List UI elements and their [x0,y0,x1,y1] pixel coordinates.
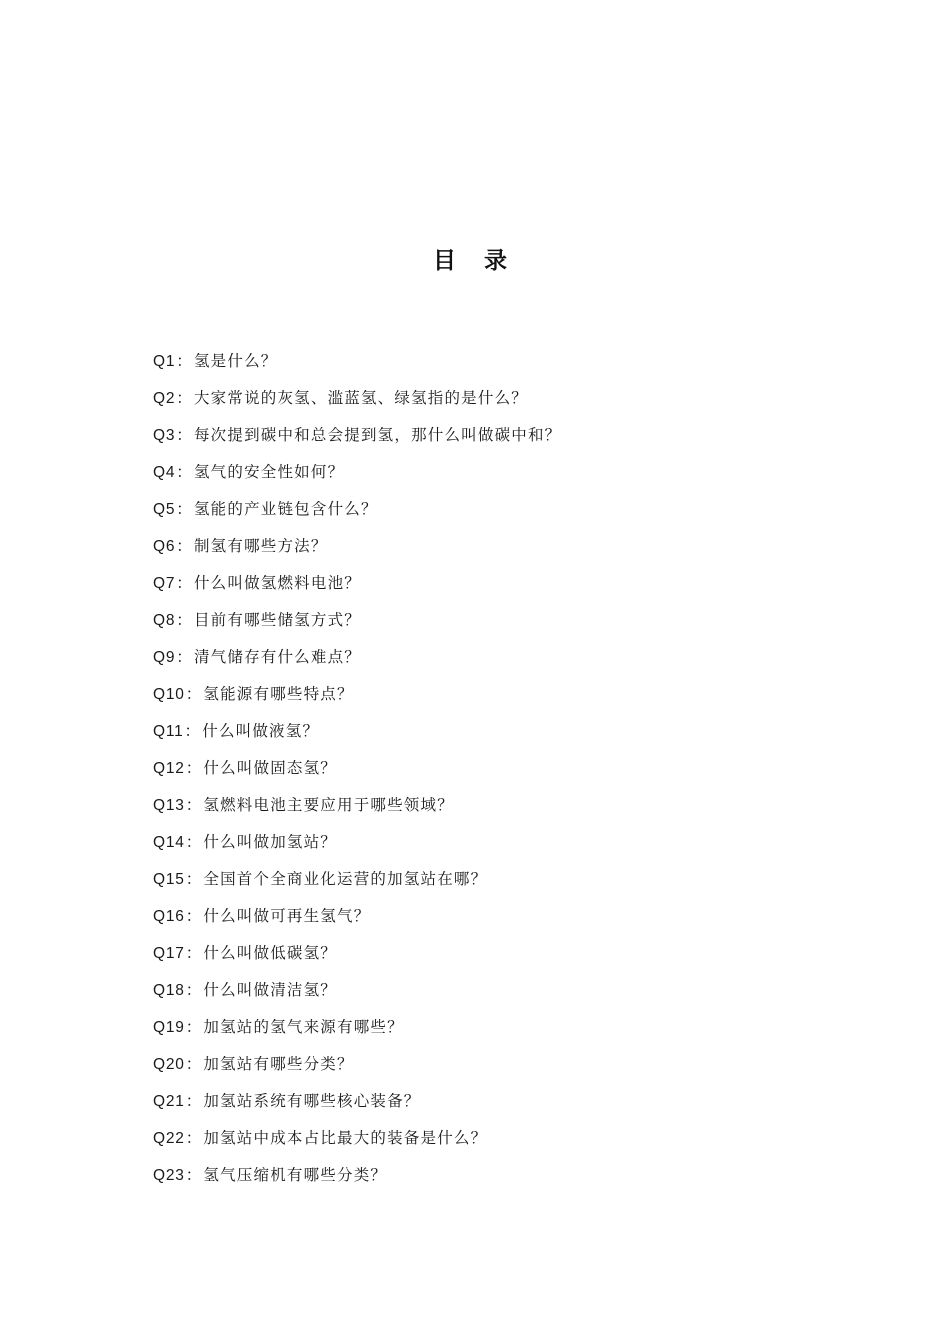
toc-item-text: 什么叫做液氢？ [202,722,320,740]
toc-item-separator: ： [185,833,203,851]
toc-item-text: 制氢有哪些方法？ [193,537,328,555]
toc-item-separator: ： [185,1166,203,1184]
toc-item-separator: ： [185,944,203,962]
toc-item-q17[interactable] [153,938,853,975]
toc-item-number: Q10 [153,686,185,703]
toc-item-number: Q5 [153,501,176,518]
toc-item-text: 什么叫做低碳氢？ [203,944,338,962]
toc-item-q14[interactable] [153,827,853,864]
toc-item-text: 每次提到碳中和总会提到氢，那什么叫做碳中和？ [193,426,562,444]
toc-item-number: Q6 [153,538,176,555]
toc-item-separator: ： [185,1055,203,1073]
toc-item-separator: ： [176,574,193,592]
toc-item-number: Q16 [153,908,185,925]
toc-item-text: 氢气压缩机有哪些分类？ [203,1166,388,1184]
toc-item-number: Q22 [153,1130,185,1147]
toc-item-text: 全国首个全商业化运营的加氢站在哪？ [203,870,488,888]
toc-item-text: 大家常说的灰氢、滥蓝氢、绿氢指的是什么？ [193,389,528,407]
toc-item-number: Q1 [153,353,176,370]
toc-item-number: Q15 [153,871,185,888]
toc-item-text: 什么叫做加氢站？ [203,833,338,851]
toc-item-separator: ： [176,611,193,629]
toc-item-q7[interactable] [153,568,853,605]
toc-item-separator: ： [176,648,193,666]
table-of-contents [153,346,853,1197]
toc-item-number: Q4 [153,464,176,481]
toc-item-number: Q3 [153,427,176,444]
toc-item-number: Q9 [153,649,176,666]
toc-item-text: 氢能的产业链包含什么？ [193,500,378,518]
toc-item-separator: ： [185,1092,203,1110]
toc-item-number: Q18 [153,982,185,999]
toc-item-separator: ： [185,796,203,814]
toc-item-number: Q7 [153,575,176,592]
toc-item-separator: ： [185,1018,203,1036]
toc-item-q22[interactable] [153,1123,853,1160]
toc-item-q2[interactable] [153,383,853,420]
toc-item-text: 加氢站中成本占比最大的装备是什么？ [203,1129,488,1147]
toc-item-number: Q20 [153,1056,185,1073]
toc-item-q23[interactable] [153,1160,853,1197]
toc-item-separator: ： [185,759,203,777]
toc-item-text: 什么叫做氢燃料电池？ [193,574,361,592]
toc-item-q15[interactable] [153,864,853,901]
toc-item-text: 氢能源有哪些特点？ [203,685,354,703]
toc-item-separator: ： [185,685,203,703]
toc-item-q13[interactable] [153,790,853,827]
toc-item-q9[interactable] [153,642,853,679]
toc-item-q12[interactable] [153,753,853,790]
toc-item-q11[interactable] [153,716,853,753]
toc-item-q6[interactable] [153,531,853,568]
toc-item-separator: ： [176,463,193,481]
toc-item-number: Q13 [153,797,185,814]
toc-item-q19[interactable] [153,1012,853,1049]
toc-item-q18[interactable] [153,975,853,1012]
toc-item-text: 氢是什么？ [193,352,278,370]
toc-item-separator: ： [185,1129,203,1147]
toc-item-number: Q21 [153,1093,185,1110]
toc-item-number: Q19 [153,1019,185,1036]
toc-item-separator: ： [176,500,193,518]
toc-item-q8[interactable] [153,605,853,642]
toc-item-number: Q17 [153,945,185,962]
toc-item-separator: ： [176,537,193,555]
toc-item-text: 什么叫做可再生氢气？ [203,907,371,925]
toc-item-text: 目前有哪些储氢方式？ [193,611,361,629]
page-title: 目 录 [432,248,517,274]
toc-item-q3[interactable] [153,420,853,457]
toc-item-separator: ： [185,870,203,888]
toc-item-q10[interactable] [153,679,853,716]
toc-item-text: 氢气的安全性如何？ [193,463,345,481]
toc-item-q5[interactable] [153,494,853,531]
toc-item-number: Q8 [153,612,176,629]
toc-item-separator: ： [176,352,193,370]
toc-item-text: 氢燃料电池主要应用于哪些领域？ [203,796,454,814]
toc-item-text: 加氢站的氢气来源有哪些？ [203,1018,404,1036]
toc-item-q16[interactable] [153,901,853,938]
toc-item-q1[interactable] [153,346,853,383]
toc-item-separator: ： [184,722,202,740]
toc-item-number: Q12 [153,760,185,777]
toc-item-number: Q14 [153,834,185,851]
toc-item-separator: ： [176,389,193,407]
toc-item-number: Q11 [153,723,184,740]
toc-item-number: Q2 [153,390,176,407]
toc-item-text: 什么叫做清洁氢？ [203,981,338,999]
toc-item-separator: ： [176,426,193,444]
toc-item-q21[interactable] [153,1086,853,1123]
toc-item-text: 清气储存有什么难点？ [193,648,361,666]
toc-item-separator: ： [185,907,203,925]
toc-item-q20[interactable] [153,1049,853,1086]
toc-item-text: 什么叫做固态氢？ [203,759,338,777]
toc-item-text: 加氢站有哪些分类？ [203,1055,354,1073]
toc-item-separator: ： [185,981,203,999]
toc-item-number: Q23 [153,1167,185,1184]
toc-item-text: 加氢站系统有哪些核心装备？ [203,1092,421,1110]
toc-item-q4[interactable] [153,457,853,494]
